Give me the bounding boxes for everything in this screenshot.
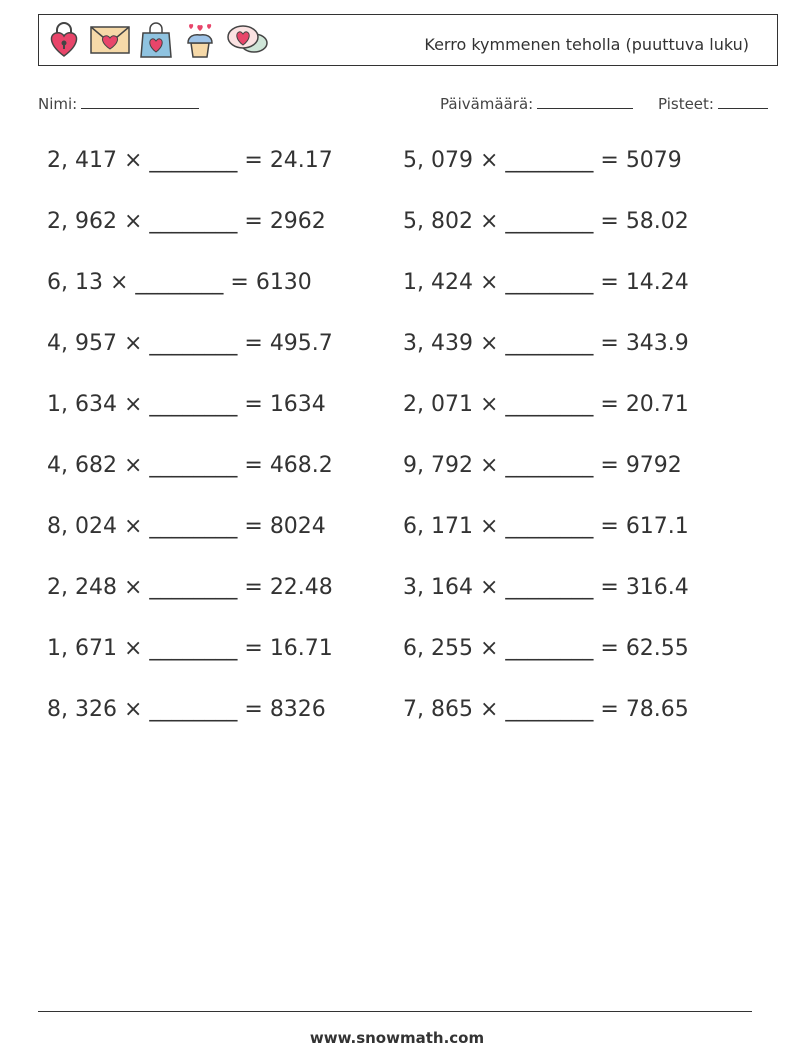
problem-19: 8, 326 × ________ = 8326 [47, 697, 326, 722]
problem-5: 6, 13 × ________ = 6130 [47, 270, 312, 295]
problem-8: 3, 439 × ________ = 343.9 [403, 331, 689, 356]
problem-18: 6, 255 × ________ = 62.55 [403, 636, 689, 661]
problem-14: 6, 171 × ________ = 617.1 [403, 514, 689, 539]
problem-6: 1, 424 × ________ = 14.24 [403, 270, 689, 295]
chat-heart-icon [225, 21, 269, 59]
icon-row [45, 21, 269, 59]
problem-15: 2, 248 × ________ = 22.48 [47, 575, 333, 600]
problem-2: 5, 079 × ________ = 5079 [403, 148, 682, 173]
name-blank[interactable] [81, 94, 199, 109]
score-field [658, 94, 768, 113]
problem-4: 5, 802 × ________ = 58.02 [403, 209, 689, 234]
footer-divider [38, 1011, 752, 1012]
problem-13: 8, 024 × ________ = 8024 [47, 514, 326, 539]
problem-7: 4, 957 × ________ = 495.7 [47, 331, 333, 356]
problem-10: 2, 071 × ________ = 20.71 [403, 392, 689, 417]
date-field [440, 94, 633, 113]
problem-17: 1, 671 × ________ = 16.71 [47, 636, 333, 661]
problem-20: 7, 865 × ________ = 78.65 [403, 697, 689, 722]
heart-lock-icon [45, 21, 83, 59]
score-blank[interactable] [718, 94, 768, 109]
problem-1: 2, 417 × ________ = 24.17 [47, 148, 333, 173]
cupcake-hearts-icon [181, 21, 219, 59]
shopping-bag-heart-icon [137, 21, 175, 59]
problem-9: 1, 634 × ________ = 1634 [47, 392, 326, 417]
problem-11: 4, 682 × ________ = 468.2 [47, 453, 333, 478]
worksheet-title: Kerro kymmenen teholla (puuttuva luku) [424, 35, 749, 54]
problem-12: 9, 792 × ________ = 9792 [403, 453, 682, 478]
footer-url[interactable]: www.snowmath.com [309, 1029, 485, 1047]
score-label: Pisteet: [658, 95, 714, 113]
love-letter-icon [89, 21, 131, 59]
name-label: Nimi: [38, 95, 78, 113]
problem-16: 3, 164 × ________ = 316.4 [403, 575, 689, 600]
name-field [38, 94, 199, 113]
problem-3: 2, 962 × ________ = 2962 [47, 209, 326, 234]
date-blank[interactable] [537, 94, 633, 109]
date-label: Päivämäärä: [440, 95, 534, 113]
header-box [38, 14, 778, 66]
